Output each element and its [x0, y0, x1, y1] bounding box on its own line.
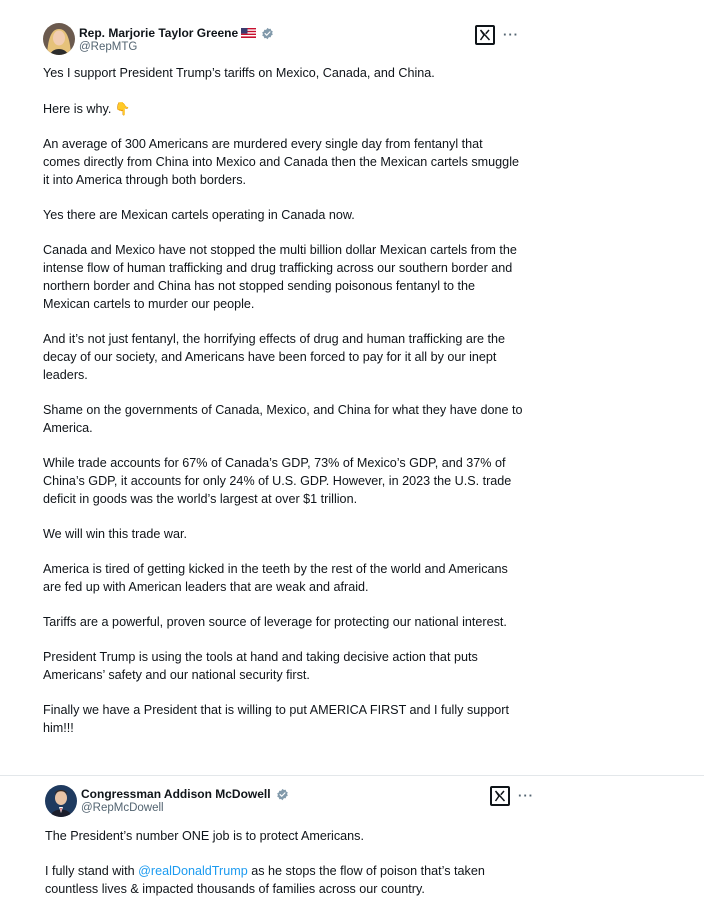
- post-paragraph: [45, 862, 525, 898]
- verified-badge-icon: [261, 27, 274, 40]
- post-paragraph: The President’s number ONE job is to protect Americans.: [45, 829, 364, 843]
- post-paragraph: While trade accounts for 67% of Canada’s GDP, 73% of Mexico’s GDP, and 37% of China’s GDP, it accounts for only 24% of U.S. GDP. However, in 2023 the U.S. trade deficit in goods was the world’s largest at over $1 trillion.: [43, 456, 512, 506]
- post-paragraph: Yes there are Mexican cartels operating in Canada now.: [43, 208, 355, 222]
- author-name-line[interactable]: [79, 26, 274, 40]
- author-name[interactable]: Congressman Addison McDowell: [81, 787, 271, 801]
- post-paragraph: Yes I support President Trump’s tariffs on Mexico, Canada, and China.: [43, 66, 435, 80]
- post-paragraph: We will win this trade war.: [43, 527, 187, 541]
- avatar[interactable]: [43, 23, 75, 55]
- post-body: [43, 64, 523, 737]
- x-logo-icon[interactable]: [475, 25, 495, 45]
- avatar[interactable]: [45, 785, 77, 817]
- post-text: as he stops the flow of poison that’s taken countless lives & impacted thousands of families across our country.: [45, 864, 485, 896]
- author-name[interactable]: Rep. Marjorie Taylor Greene: [79, 26, 239, 40]
- post-paragraph: Shame on the governments of Canada, Mexico, and China for what they have done to America.: [43, 403, 523, 435]
- post-paragraph: An average of 300 Americans are murdered every single day from fentanyl that comes directly from China into Mexico and Canada then the Mexican cartels smuggle it into America through both borders.: [43, 137, 519, 187]
- author-name-line[interactable]: [81, 787, 289, 801]
- post-paragraph: Finally we have a President that is willing to put AMERICA FIRST and I fully support him!!!: [43, 703, 509, 735]
- more-options-button[interactable]: ···: [518, 788, 534, 803]
- post-paragraph: Tariffs are a powerful, proven source of leverage for protecting our national interest.: [43, 615, 507, 629]
- post-text: I fully stand with: [45, 864, 139, 878]
- us-flag-icon: [241, 28, 256, 38]
- more-options-button[interactable]: ···: [503, 27, 519, 42]
- post-paragraph: And it’s not just fentanyl, the horrifying effects of drug and human trafficking are the decay of our society, and Americans have been forced to pay for it all by our inept leaders.: [43, 332, 506, 382]
- post-paragraph: Here is why. 👇: [43, 102, 131, 116]
- post-body: [45, 827, 525, 898]
- verified-badge-icon: [276, 788, 289, 801]
- author-handle[interactable]: @RepMcDowell: [81, 802, 164, 814]
- post-paragraph: President Trump is using the tools at hand and taking decisive action that puts Americans’ safety and our national security first.: [43, 650, 478, 682]
- post-paragraph: Canada and Mexico have not stopped the multi billion dollar Mexican cartels from the intense flow of human trafficking and drug trafficking across our southern border and northern border and China has not stopped sending poisonous fentanyl to the Mexican cartels to murder our people.: [43, 243, 517, 311]
- author-handle[interactable]: @RepMTG: [79, 41, 138, 53]
- post-paragraph: America is tired of getting kicked in the teeth by the rest of the world and Americans are fed up with American leaders that are weak and afraid.: [43, 562, 508, 594]
- mention-link[interactable]: @realDonaldTrump: [138, 864, 248, 878]
- x-logo-icon[interactable]: [490, 786, 510, 806]
